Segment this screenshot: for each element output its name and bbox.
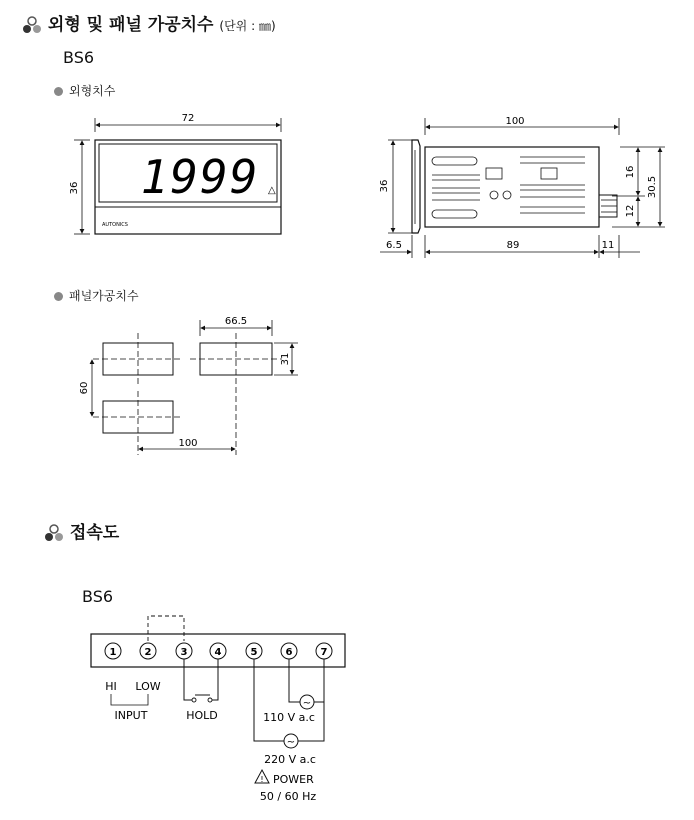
side-dim-12: 12 [625,204,636,218]
wiring-model: BS6 [82,587,114,606]
cut-hpitch-dim: 100 [178,438,198,449]
svg-text:4: 4 [214,647,222,658]
wiring-title-text: 접속도 [69,523,120,543]
terminal-7 [316,643,332,659]
jumper-link [148,616,184,641]
side-dim-89: 89 [506,240,520,251]
cut-height-dim: 31 [280,352,291,366]
panel-cutout [79,316,298,455]
cut-width-dim: 66.5 [224,316,248,327]
outline-model: BS6 [63,48,95,67]
side-view [379,116,665,258]
terminal-4 [210,643,226,659]
side-dim-6-5: 6.5 [386,240,402,251]
outline-dims-label: 외형치수 [54,82,115,99]
body-case [425,147,599,227]
svg-text:3: 3 [180,647,188,658]
front-height-dim: 36 [69,181,80,195]
voltage-110-label: 110 V a.c [263,711,315,724]
svg-text:~: ~ [302,698,312,709]
low-label: LOW [135,680,161,693]
terminal-2 [140,643,156,659]
seven-seg-display: 1999 [140,150,260,204]
terminal-6 [281,643,297,659]
side-dim-30-5: 30.5 [647,175,658,199]
brand-label: AUTONICS [102,222,128,228]
terminal-1 [105,643,121,659]
input-bracket [111,694,148,705]
hi-label: HI [105,680,117,693]
front-view [69,113,281,234]
side-length-dim: 100 [505,116,525,127]
voltage-220-label: 220 V a.c [264,753,316,766]
svg-text:1: 1 [109,647,117,658]
svg-text:2: 2 [144,647,152,658]
svg-text:6: 6 [285,647,293,658]
unit-note: (단위 : ㎜) [219,19,276,33]
svg-text:7: 7 [320,647,328,658]
panel-cut-label: 패널가공치수 [54,287,139,304]
side-dim-16: 16 [625,165,636,179]
wiring-diagram [91,616,345,803]
input-label: INPUT [114,709,148,722]
svg-text:!: ! [260,775,264,784]
side-height-dim: 36 [379,179,390,193]
bezel-profile [412,140,420,233]
terminal-3 [176,643,192,659]
terminal-5 [246,643,262,659]
front-width-dim: 72 [181,113,195,124]
hold-label: HOLD [186,709,218,722]
power-label: POWER [273,773,314,786]
cut-vpitch-dim: 60 [79,381,90,395]
outline-title-text: 외형 및 패널 가공치수 [47,15,214,35]
warning-small-icon: △ [268,185,276,196]
svg-text:5: 5 [250,647,258,658]
side-dim-11: 11 [601,240,615,251]
svg-text:~: ~ [286,737,296,748]
frequency-label: 50 / 60 Hz [259,790,317,803]
